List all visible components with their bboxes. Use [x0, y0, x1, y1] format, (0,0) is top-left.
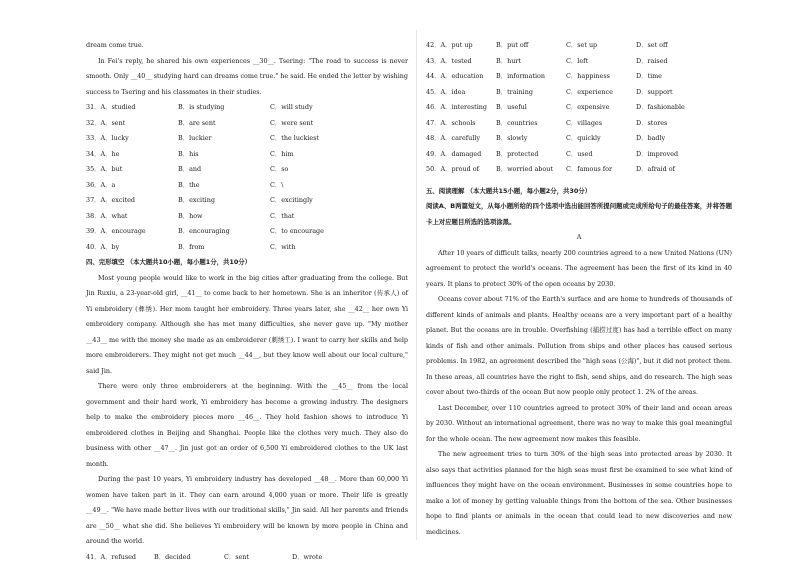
- option: C．expensive: [566, 100, 636, 116]
- option: B．protected: [496, 147, 566, 163]
- option: B．useful: [496, 100, 566, 116]
- option-row-49: [426, 147, 732, 163]
- option: D．improved: [636, 147, 706, 163]
- option: 43．A．tested: [426, 54, 496, 70]
- passage-label: A: [426, 230, 732, 246]
- right-column: [426, 38, 732, 540]
- option: D．stores: [636, 116, 706, 132]
- page-fold-line: [416, 30, 417, 540]
- cloze-paragraph-3: During the past 10 years, Yi embroidery industry has developed __48__. More than 60,000 Yi women have taken part in it. They can earn around 4,000 yuan or more. Their life is greatly __49__. "We have made better lives with our traditional skills," Jin said. All her parents and friends are __50__ what she did. She believes Yi embroidery will be known by more people in China and around the world.: [86, 472, 408, 550]
- option: B．information: [496, 69, 566, 85]
- option: B．training: [496, 85, 566, 101]
- option-row-40: [86, 240, 408, 256]
- option: 49．A．damaged: [426, 147, 496, 163]
- option: C．happiness: [566, 69, 636, 85]
- option: C．used: [566, 147, 636, 163]
- option: 35．A．but: [86, 162, 178, 178]
- option: C．villages: [566, 116, 636, 132]
- option-row-45: [426, 85, 732, 101]
- option: C．so: [270, 162, 390, 178]
- option: C．that: [270, 209, 390, 225]
- option: D．support: [636, 85, 706, 101]
- option: 48．A．carefully: [426, 131, 496, 147]
- option: C．with: [270, 240, 390, 256]
- option: B．luckier: [178, 131, 270, 147]
- option: 42．A．put up: [426, 38, 496, 54]
- option: 44．A．education: [426, 69, 496, 85]
- option: B．decided: [154, 550, 224, 565]
- option: B．encouraging: [178, 224, 270, 240]
- option: B．put off: [496, 38, 566, 54]
- option: 41．A．refused: [86, 550, 154, 565]
- option-row-35: [86, 162, 408, 178]
- option-row-41: [86, 550, 408, 565]
- option: 46．A．interesting: [426, 100, 496, 116]
- option: C．him: [270, 147, 390, 163]
- option: C．were sent: [270, 116, 390, 132]
- option: 34．A．he: [86, 147, 178, 163]
- option-row-47: [426, 116, 732, 132]
- option: 45．A．idea: [426, 85, 496, 101]
- option: D．raised: [636, 54, 706, 70]
- option: B．exciting: [178, 193, 270, 209]
- option-row-37: [86, 193, 408, 209]
- option: B．the: [178, 178, 270, 194]
- option: B．worried about: [496, 162, 566, 178]
- option: 32．A．sent: [86, 116, 178, 132]
- option: B．countries: [496, 116, 566, 132]
- option-row-44: [426, 69, 732, 85]
- option: C．quickly: [566, 131, 636, 147]
- option: 36．A．a: [86, 178, 178, 194]
- option: 40．A．by: [86, 240, 178, 256]
- option: 39．A．encourage: [86, 224, 178, 240]
- option: B．is studying: [178, 100, 270, 116]
- section-5-instruction: 阅读A、B两篇短文，从每小题所给的四个选项中选出能回答所提问题或完成所给句子的最佳答案，并将答题卡上对应题目所选的选项涂黑。: [426, 199, 732, 230]
- passage-paragraph-1: After 10 years of difficult talks, nearly 200 countries agreed to a new United Nations (UN) agreement to protect the world's oceans. The agreement has been the first of its kind in 40 years. It plans to protect 30% of the open oceans by 2030.: [426, 246, 732, 293]
- option: B．how: [178, 209, 270, 225]
- option: 38．A．what: [86, 209, 178, 225]
- options-31-40: [86, 100, 408, 255]
- options-42-50: [426, 38, 732, 178]
- cloze-paragraph-1: Most young people would like to work in the big cities after graduating from the college. But Jin Ruxiu, a 23-year-old girl, __41__ to come back to her hometown. She is an inheritor (传承人) of Yi embroidery (彝绣). Her mom taught her embroidery. Three years later, she __42__ her own Yi embroidery company. Although she has met many difficulties, she never gave up. "My mother __43__ me with the money she made as an embroiderer (刺绣工). I want to carry her skills and help more embroiderers. They might not get much __44__, but they know well about our local culture," said Jin.: [86, 271, 408, 380]
- option: 50．A．proud of: [426, 162, 496, 178]
- option: B．hurt: [496, 54, 566, 70]
- option: B．his: [178, 147, 270, 163]
- option: 47．A．schools: [426, 116, 496, 132]
- option: D．time: [636, 69, 706, 85]
- passage-paragraph-4: The new agreement tries to turn 30% of the high seas into protected areas by 2030. It also says that activities planned for the high seas must first be examined to see what kind of influences they might have on the ocean environment. Businesses in some countries hope to make a lot of money by getting valuable things from the bottom of the sea. Other businesses hope to find plants or animals in the ocean that could lead to new discoveries and new medicines.: [426, 447, 732, 540]
- option-row-32: [86, 116, 408, 132]
- option: D．wrote: [292, 550, 352, 565]
- option-row-38: [86, 209, 408, 225]
- intro-paragraph: In Fei's reply, he shared his own experiences __30__. Tsering: "The road to success is never smooth. Only __40__ studying hard can dreams come true." he said. He ended the letter by wishing success to Tsering and his classmates in their studies.: [86, 54, 408, 101]
- passage-paragraph-3: Last December, over 110 countries agreed to protect 30% of their land and ocean areas by 2030. Without an international agreement, there was no way to make this goal meaningful for the whole ocean. The new agreement now makes this feasible.: [426, 401, 732, 448]
- cloze-paragraph-2: There were only three embroiderers at the beginning. With the __45__ from the local government and their hard work, Yi embroidery has become a growing industry. The designers help to make the embroidery pieces more __46__. They hold fashion shows to introduce Yi embroidered clothes in Beijing and Shanghai. People like the clothes very much. They also do business with other __47__. Jin just got an order of 6,500 Yi embroidered clothes to the UK last month.: [86, 379, 408, 472]
- option: C．excitingly: [270, 193, 390, 209]
- left-column: [86, 38, 408, 565]
- intro-line-0: dream come true.: [86, 38, 408, 54]
- option-row-42: [426, 38, 732, 54]
- option: 33．A．lucky: [86, 131, 178, 147]
- option: C．the luckiest: [270, 131, 390, 147]
- option: D．afraid of: [636, 162, 706, 178]
- option-row-34: [86, 147, 408, 163]
- option: 31．A．studied: [86, 100, 178, 116]
- option: C．will study: [270, 100, 390, 116]
- option-row-50: [426, 162, 732, 178]
- option: B．are sent: [178, 116, 270, 132]
- option: C．sent: [224, 550, 292, 565]
- option: D．badly: [636, 131, 706, 147]
- option-row-36: [86, 178, 408, 194]
- option-row-39: [86, 224, 408, 240]
- option-row-48: [426, 131, 732, 147]
- option: C．\: [270, 178, 390, 194]
- option-row-46: [426, 100, 732, 116]
- section-5-title: 五、阅读理解 （本大题共15小题，每小题2分，共30分）: [426, 184, 732, 200]
- option: B．and: [178, 162, 270, 178]
- option-row-43: [426, 54, 732, 70]
- option: C．experience: [566, 85, 636, 101]
- option: C．set up: [566, 38, 636, 54]
- option: D．set off: [636, 38, 706, 54]
- option-row-31: [86, 100, 408, 116]
- option: C．to encourage: [270, 224, 390, 240]
- option: B．from: [178, 240, 270, 256]
- option: C．famous for: [566, 162, 636, 178]
- option: C．left: [566, 54, 636, 70]
- option-row-33: [86, 131, 408, 147]
- section-4-title: 四、完形填空 （本大题共10小题，每小题1分，共10分）: [86, 255, 408, 271]
- option: D．fashionable: [636, 100, 706, 116]
- option: 37．A．excited: [86, 193, 178, 209]
- option: B．slowly: [496, 131, 566, 147]
- passage-paragraph-2: Oceans cover about 71% of the Earth's surface and are home to hundreds of thousands of different kinds of animals and plants. Healthy oceans are a very important part of a healthy planet. But the oceans are in trouble. Overfishing (捕捞过度) has had a terrible effect on many kinds of fish and other animals. Pollution from ships and other places has caused serious problems. In 1982, an agreement described the "high seas (公海)", but it did not protect them. In these areas, all countries have the right to fish, send ships, and do research. The high seas cover about two-thirds of the ocean But now people only protect 1. 2% of the areas.: [426, 292, 732, 401]
